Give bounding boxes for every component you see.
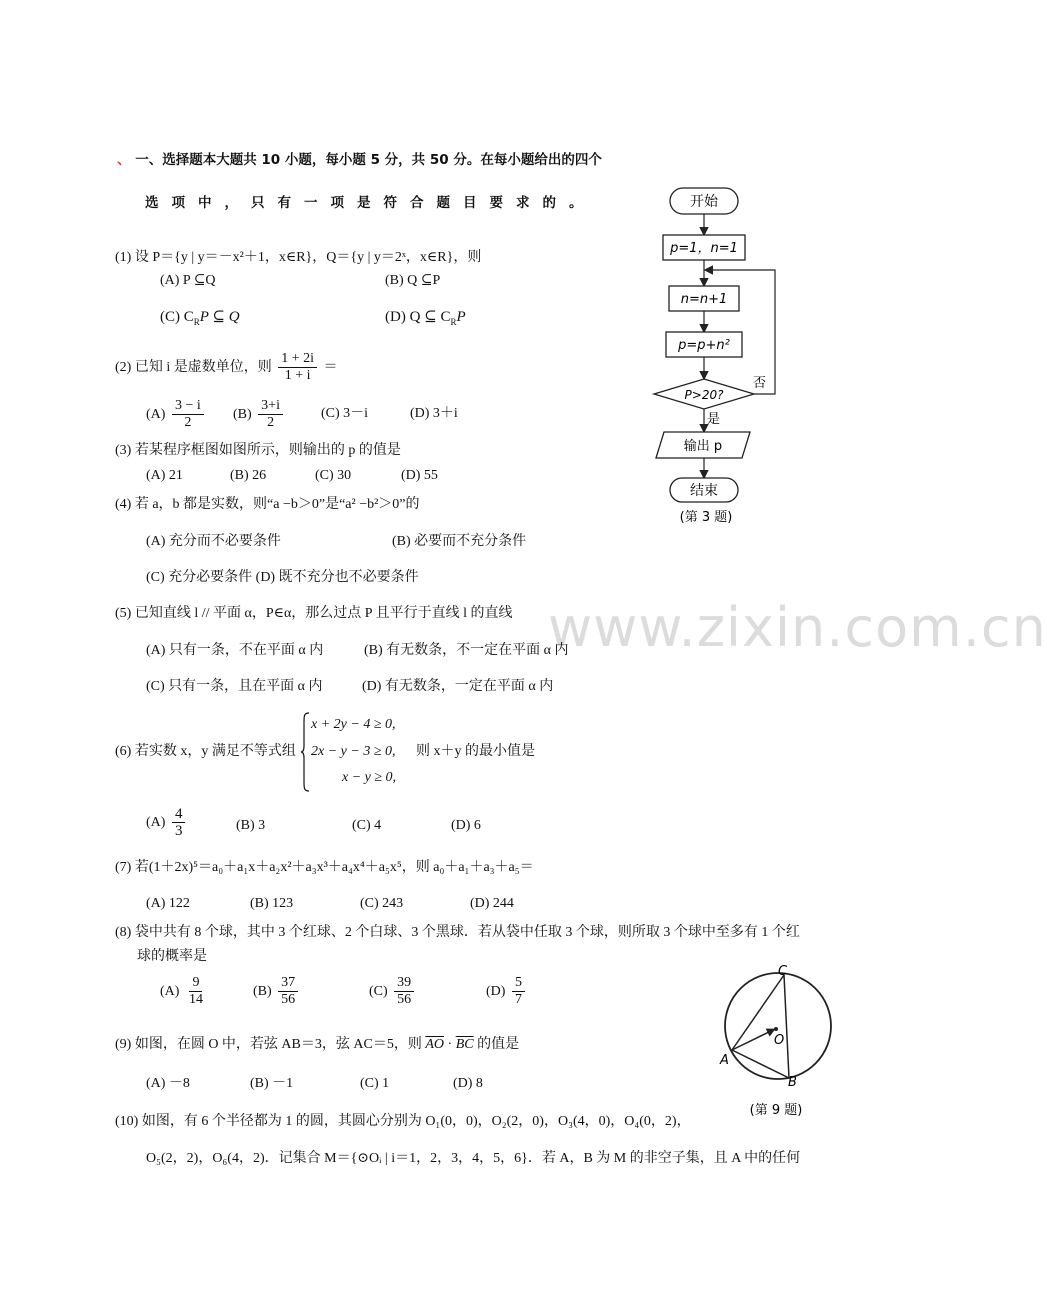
q8-b-label: (B) (253, 984, 272, 999)
q8-option-a (160, 972, 209, 1012)
flow-step2-text: p=p+n² (678, 338, 730, 353)
q5-option-c: (C) 只有一条，且在平面 α 内 (146, 679, 323, 694)
flow-cond-text: P>20? (684, 388, 724, 402)
q6-brace (300, 712, 310, 792)
q8-c-den: 56 (397, 992, 412, 1008)
q5-option-d: (D) 有无数条，一定在平面 α 内 (362, 679, 554, 694)
q2-option-d: (D) 3＋i (410, 406, 458, 421)
q7-option-a: (A) 122 (146, 896, 190, 911)
q8-a-den: 14 (188, 992, 203, 1008)
q6-stem-tail: 则 x＋y 的最小值是 (416, 744, 535, 759)
q5-option-b: (B) 有无数条，不一定在平面 α 内 (364, 643, 569, 658)
q9-option-a: (A) －8 (146, 1076, 190, 1091)
q2-a-label: (A) (146, 407, 166, 422)
label-a: A (720, 1053, 729, 1068)
q8-c-num: 39 (394, 975, 414, 992)
q6-a-num: 4 (174, 806, 183, 823)
q8-a-fraction (186, 975, 206, 1008)
q4-stem: (4) 若 a，b 都是实数，则“a −b＞0”是“a² −b²＞0”的 (115, 497, 420, 512)
q8-d-fraction (512, 975, 525, 1008)
q9-dot: · (447, 1037, 453, 1052)
q6-a-fraction (172, 806, 186, 839)
q1-option-b: (B) Q ⊆P (385, 273, 441, 288)
q7-option-d: (D) 244 (470, 896, 514, 911)
q4-option-a: (A) 充分而不必要条件 (146, 534, 281, 549)
q1-option-a: (A) P ⊆Q (160, 273, 216, 288)
header-line-1: 一、选择题本大题共 10 小题，每小题 5 分，共 50 分。在每小题给出的四个 (135, 152, 602, 168)
q6-a-den: 3 (172, 822, 186, 839)
circle-figure (714, 958, 834, 1120)
q1-d-sub: R (450, 317, 457, 327)
q5-stem: (5) 已知直线 l // 平面 α，P∈α，那么过点 P 且平行于直线 l 的直线 (115, 606, 513, 621)
q8-a-label: (A) (160, 984, 180, 999)
q2-b-den: 2 (267, 415, 275, 431)
q9-stem-text: (9) 如图，在圆 O 中，若弦 AB＝3，弦 AC＝5，则 (115, 1037, 422, 1052)
q7-stem: (7) 若(1＋2x)⁵＝a₀＋a₁x＋a₂x²＋a₃x³＋a₄x⁴＋a₅x⁵，则 a₀＋a₁＋a₃＋a₅＝ (115, 860, 534, 875)
watermark: www.zixin.com.cn (548, 596, 1047, 659)
q2-a-fraction (172, 398, 204, 431)
q2-stem-tail: ＝ (323, 360, 338, 375)
q2-fraction (278, 351, 317, 384)
q2-b-num: 3+i (258, 398, 283, 415)
q2-stem (115, 348, 338, 388)
q3-option-a: (A) 21 (146, 468, 183, 483)
q6-option-b: (B) 3 (236, 818, 266, 833)
q8-option-c (369, 972, 417, 1012)
q8-d-num: 5 (512, 975, 525, 992)
q10-line-1: (10) 如图，有 6 个半径都为 1 的圆，其圆心分别为 O₁(0，0)，O₂(2，0)，O₃(4，0)，O₄(0，2)， (115, 1114, 691, 1129)
q10-line-2: O₅(2，2)，O₆(4，2)．记集合 M＝{⊙Oᵢ | i＝1，2，3，4，5，6}．若 A，B 为 M 的非空子集，且 A 中的任何 (146, 1151, 801, 1166)
q8-b-fraction (278, 975, 298, 1008)
flow-end-text: 结束 (690, 483, 718, 499)
q2-frac-den: 1 + i (284, 368, 311, 384)
q8-a-num: 9 (189, 975, 202, 992)
q2-a-num: 3 − i (172, 398, 204, 415)
q7-option-b: (B) 123 (250, 896, 294, 911)
q6-inequality-system (300, 712, 420, 792)
q3-stem: (3) 若某程序框图如图所示，则输出的 p 的值是 (115, 443, 401, 458)
q7-option-c: (C) 243 (360, 896, 404, 911)
label-b: B (788, 1075, 797, 1090)
q2-option-a (146, 395, 207, 435)
q1-c-label: (C) C (160, 309, 194, 325)
q9-vector-bc: $\overline{BC}$ (455, 1037, 474, 1052)
flow-init-text: p=1，n=1 (670, 241, 738, 256)
q9-stem-tail: 的值是 (477, 1037, 520, 1052)
q1-option-d (385, 308, 466, 331)
q2-b-fraction (258, 398, 283, 431)
q4-option-b: (B) 必要而不充分条件 (392, 534, 527, 549)
q1-stem: (1) 设 P＝{y | y＝－x²＋1，x∈R}，Q＝{y | y＝2ˣ，x∈R}，则 (115, 250, 482, 265)
circle-o (725, 973, 831, 1079)
q1-c-tail: P ⊆ Q (199, 309, 240, 325)
section-header (117, 151, 602, 169)
flow-start-text: 开始 (690, 194, 718, 210)
q6-option-a (146, 803, 188, 843)
flow-output-text: 输出 p (683, 439, 723, 454)
q2-option-b (233, 395, 286, 435)
q2-a-den: 2 (184, 415, 192, 431)
q8-b-num: 37 (278, 975, 298, 992)
q1-d-label: (D) Q ⊆ C (385, 309, 451, 325)
flow-no-label: 否 (753, 376, 767, 391)
flow-caption: (第 3 题) (679, 510, 733, 525)
header-mark: 、 (117, 152, 131, 168)
q6-ineq-2: 2x − y − 3 ≥ 0, (311, 744, 396, 759)
q9-option-d: (D) 8 (453, 1076, 483, 1091)
circle-caption: (第 9 题) (749, 1103, 803, 1118)
q8-stem: (8) 袋中共有 8 个球，其中 3 个红球、2 个白球、3 个黑球．若从袋中任取 3 个球，则所取 3 个球中至多有 1 个红 (115, 925, 800, 940)
q8-stem-2: 球的概率是 (137, 949, 207, 964)
q9-vector-ao: $\overline{AO}$ (425, 1037, 445, 1052)
q4-option-cd: (C) 充分必要条件 (D) 既不充分也不必要条件 (146, 570, 419, 585)
q8-c-label: (C) (369, 984, 388, 999)
q8-b-den: 56 (281, 992, 296, 1008)
q6-option-d: (D) 6 (451, 818, 481, 833)
q2-option-c: (C) 3－i (321, 406, 369, 421)
chord-bc (784, 975, 789, 1078)
q8-d-label: (D) (486, 984, 506, 999)
label-o: O (774, 1033, 785, 1048)
q5-option-a: (A) 只有一条，不在平面 α 内 (146, 643, 324, 658)
center-dot (774, 1027, 778, 1031)
q6-a-label: (A) (146, 815, 166, 830)
q1-c-sub: R (193, 317, 200, 327)
q9-stem (115, 1036, 519, 1054)
q6-option-c: (C) 4 (352, 818, 382, 833)
q1-option-c (160, 308, 240, 331)
q6-ineq-1: x + 2y − 4 ≥ 0, (311, 717, 396, 732)
q1-d-tail: P (456, 309, 466, 325)
flow-step1-text: n=n+1 (680, 292, 728, 307)
label-c: C (778, 964, 788, 979)
flowchart-figure (640, 180, 800, 530)
q9-option-b: (B) －1 (250, 1076, 294, 1091)
q3-option-c: (C) 30 (315, 468, 352, 483)
q9-option-c: (C) 1 (360, 1076, 390, 1091)
header-line-2: 选项中，只有一项是符合题目要求的。 (145, 195, 596, 211)
q8-c-fraction (394, 975, 414, 1008)
q8-d-den: 7 (514, 992, 522, 1008)
q8-option-b (253, 972, 301, 1012)
q2-b-label: (B) (233, 407, 252, 422)
q2-stem-text: (2) 已知 i 是虚数单位，则 (115, 360, 272, 375)
q8-option-d (486, 972, 528, 1012)
flow-yes-label: 是 (707, 412, 721, 427)
q3-option-b: (B) 26 (230, 468, 267, 483)
q6-ineq-3: x − y ≥ 0, (342, 770, 397, 785)
q2-frac-num: 1 + 2i (278, 351, 317, 368)
q6-stem: (6) 若实数 x，y 满足不等式组 (115, 744, 296, 759)
q3-option-d: (D) 55 (401, 468, 438, 483)
